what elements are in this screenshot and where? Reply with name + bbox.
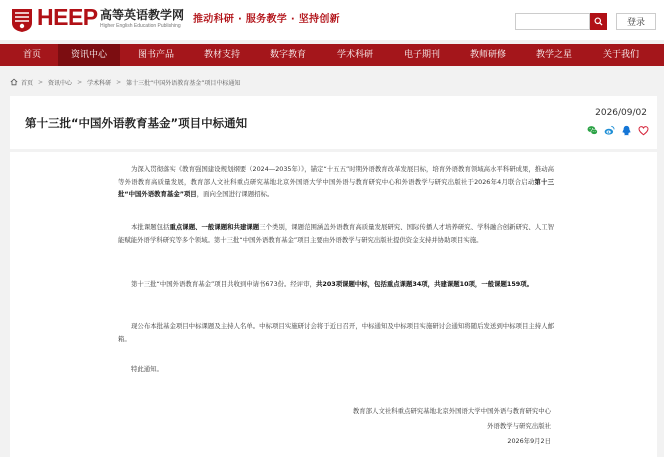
article-date: 2026/09/02 — [595, 108, 647, 118]
text-run: 现公布本批基金项目中标课题及主持人名单。中标项目实施研讨会将于近日召开，中标通知及中标项目实施研讨会通知将随后发送到中标项目主持人邮箱。 — [118, 322, 554, 343]
text-run: 为深入贯彻落实《教育强国建设规划纲要（2024—2035年）》，锚定“十五五”时期外语教育改革发展目标，培育外语教育领域高水平科研成果，推动高等外语教育高质量发展，教育部人文社科重点研究基地北京外国语大学中国外语与教育研究中心和外语教学与研究出版社于2026年4月联合启动 — [118, 165, 554, 186]
nav-item-home[interactable]: 首页 — [22, 50, 41, 60]
text-run: 三个类别，课题范围涵盖外语教育高质量发展研究、国际传播人才培养研究、学科融合创新研究、人工智能赋能外语学科研究等多个领域。第十三批“中国外语教育基金”项目主要由外语教学与研究出版社提供资金支持并协助项目实施。 — [118, 223, 555, 244]
text-run: 本批课题包括 — [131, 223, 170, 231]
logo-site-name[interactable]: 高等英语教学网 — [100, 8, 185, 22]
weibo-icon[interactable] — [604, 125, 615, 136]
article-title: 第十三批“中国外语教育基金”项目中标通知 — [25, 116, 248, 130]
article-paragraph — [118, 320, 554, 345]
nav-item-ejournals[interactable]: 电子期刊 — [403, 50, 440, 60]
favorite-icon[interactable] — [638, 125, 649, 136]
article-paragraph — [118, 163, 554, 201]
share-bar — [587, 125, 649, 136]
article-body — [10, 152, 657, 457]
article-paragraph — [118, 363, 554, 376]
signature-publisher: 外语教学与研究出版社 — [487, 422, 551, 430]
nav-item-teacher-training[interactable]: 教师研修 — [469, 50, 506, 60]
bold-text-run: 第十三批“中国外语教育基金”项目 — [118, 177, 555, 198]
login-button[interactable]: 登录 — [616, 13, 656, 30]
home-icon — [10, 78, 18, 86]
bold-text-run: 共203项课题中标，包括重点课题34项，共建课题10项，一般课题159项。 — [315, 280, 533, 288]
logo-heep-text[interactable]: HEEP — [37, 4, 98, 30]
breadcrumb-separator: > — [77, 78, 83, 86]
breadcrumb-news-center[interactable]: 资讯中心 — [48, 79, 73, 87]
signature-date: 2026年9月2日 — [507, 437, 551, 445]
header-slogan: 推动科研 · 服务教学 · 坚持创新 — [193, 14, 340, 25]
search-icon — [594, 17, 603, 26]
site-header — [0, 0, 664, 40]
article-paragraph — [118, 278, 554, 291]
bold-text-run: 重点课题、一般课题和共建课题 — [169, 223, 260, 231]
article-header — [10, 96, 657, 149]
breadcrumb-separator: > — [38, 78, 44, 86]
text-run: 特此通知。 — [131, 365, 163, 373]
article-paragraph — [118, 221, 554, 246]
nav-item-academic-research[interactable]: 学术科研 — [336, 50, 373, 60]
search-button[interactable] — [590, 13, 607, 30]
search-input[interactable] — [515, 13, 590, 30]
text-run: 第十三批“中国外语教育基金”项目共收到申请书673份。经评审， — [131, 280, 316, 288]
nav-item-about-us[interactable]: 关于我们 — [602, 50, 639, 60]
nav-item-books[interactable]: 图书产品 — [137, 50, 174, 60]
nav-item-teaching-star[interactable]: 教学之星 — [535, 50, 572, 60]
logo-english-name: Higher English Education Publishing — [100, 23, 181, 29]
main-nav — [0, 44, 664, 66]
text-run: ，面向全国进行课题招标。 — [196, 190, 274, 198]
logo-emblem-icon[interactable] — [10, 7, 34, 33]
breadcrumb-home[interactable]: 首页 — [21, 79, 34, 87]
breadcrumb-current-page: 第十三批“中国外语教育基金”项目中标通知 — [126, 79, 241, 87]
nav-item-digital-education[interactable]: 数字教育 — [269, 50, 306, 60]
breadcrumb — [10, 76, 240, 88]
qq-icon[interactable] — [621, 125, 632, 136]
nav-item-textbook-support[interactable]: 教材支持 — [203, 50, 240, 60]
breadcrumb-academic-research[interactable]: 学术科研 — [87, 79, 112, 87]
signature-research-center: 教育部人文社科重点研究基地北京外国语大学中国外语与教育研究中心 — [352, 407, 551, 415]
breadcrumb-separator: > — [116, 78, 122, 86]
nav-item-news-center[interactable]: 资讯中心 — [58, 44, 120, 66]
wechat-icon[interactable] — [587, 125, 598, 136]
